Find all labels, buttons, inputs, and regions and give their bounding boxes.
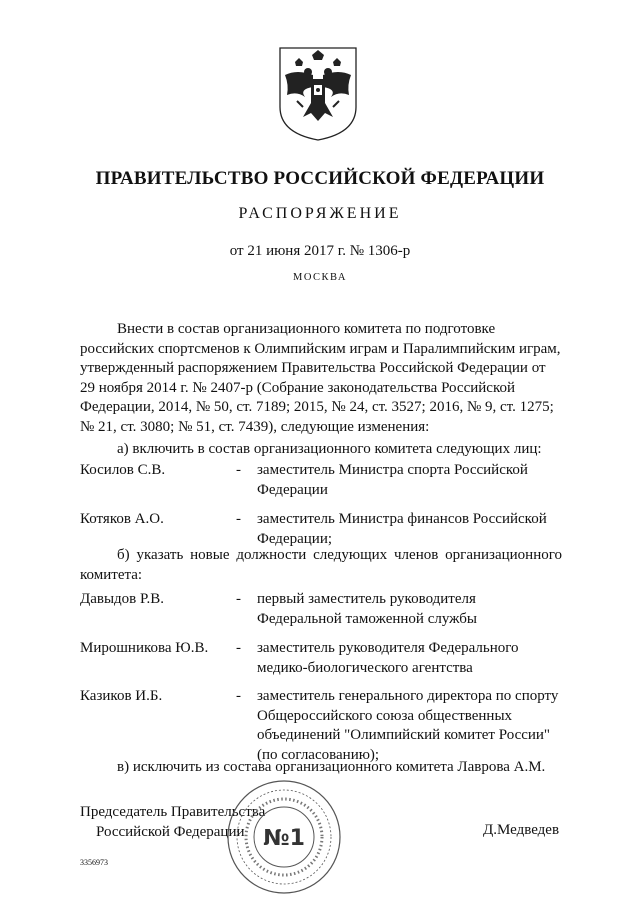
intro-line: Федерации, 2014, № 50, ст. 7189; 2015, № 24, ст. 3527; 2016, № 9, ст. 1275; (80, 399, 554, 415)
person-role: заместитель генерального директора по спорту Общероссийского союза общественных объединений "Олимпийский комитет России" (по согласованию); (257, 688, 559, 763)
person-dash: - (236, 462, 241, 478)
official-seal-stamp-icon (225, 778, 343, 896)
person-dash: - (236, 511, 241, 527)
person-role: заместитель Министра спорта Российской Федерации (257, 462, 528, 498)
document-type: РАСПОРЯЖЕНИЕ (238, 205, 402, 222)
person-role: заместитель руководителя Федерального медико-биологического агентства (257, 640, 519, 676)
person-name: Мирошникова Ю.В. (80, 640, 209, 656)
document-code: 3356973 (80, 858, 108, 867)
signatory-title-line: Председатель Правительства (80, 804, 266, 820)
signatory-title-line: Российской Федерации (96, 824, 245, 840)
signatory-name: Д.Медведев (483, 822, 560, 838)
item-c: в) исключить из состава организационного комитета Лаврова А.М. (117, 759, 546, 775)
government-title: ПРАВИТЕЛЬСТВО РОССИЙСКОЙ ФЕДЕРАЦИИ (95, 168, 545, 189)
person-name: Котяков А.О. (80, 511, 164, 527)
document-city: МОСКВА (293, 272, 347, 283)
person-dash: - (236, 640, 241, 656)
intro-line: российских спортсменов к Олимпийским играм и Паралимпийским играм, (80, 340, 561, 357)
person-role: заместитель Министра финансов Российской Федерации; (257, 511, 547, 547)
intro-line: Внести в состав организационного комитета по подготовке (117, 321, 496, 337)
intro-line: 29 ноября 2014 г. № 2407-р (Собрание законодательства Российской (80, 379, 516, 396)
document-date-number: от 21 июня 2017 г. № 1306-р (229, 243, 411, 259)
person-dash: - (236, 688, 241, 704)
item-b: б) указать новые должности следующих членов организационного комитета: (80, 547, 562, 583)
person-dash: - (236, 591, 241, 607)
intro-paragraph (80, 320, 562, 437)
person-role: первый заместитель руководителя Федеральной таможенной службы (257, 591, 478, 627)
person-name: Давыдов Р.В. (80, 591, 164, 607)
person-name: Косилов С.В. (80, 462, 166, 478)
person-name: Казиков И.Б. (80, 688, 163, 704)
intro-line: утвержденный распоряжением Правительства Российской Федерации от (80, 360, 546, 376)
coat-of-arms-emblem-icon (277, 45, 359, 143)
seal-number: №1 (263, 826, 305, 851)
item-a: а) включить в состав организационного комитета следующих лиц: (117, 441, 542, 457)
intro-line: № 21, ст. 3080; № 51, ст. 7439), следующие изменения: (80, 418, 430, 435)
